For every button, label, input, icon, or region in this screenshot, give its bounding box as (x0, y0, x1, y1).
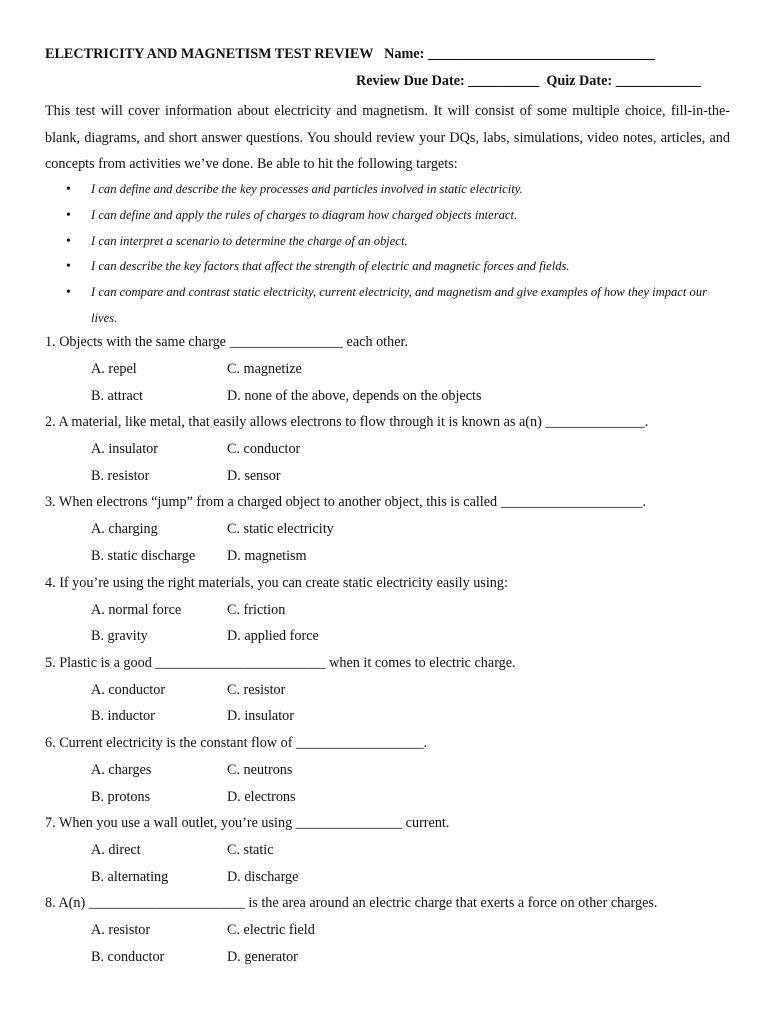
options-row (45, 356, 735, 383)
option-d: D. generator (227, 948, 298, 965)
target-item (45, 177, 725, 203)
option-b: B. static discharge (91, 547, 196, 564)
option-b: B. attract (91, 387, 143, 404)
worksheet-title: ELECTRICITY AND MAGNETISM TEST REVIEW (45, 46, 374, 62)
options-row (45, 463, 735, 490)
options-row (45, 623, 735, 650)
target-item (45, 229, 725, 255)
option-a: A. resistor (91, 922, 151, 939)
question-7 (45, 810, 735, 890)
question-stem: 6. Current electricity is the constant flow of __________________. (45, 734, 428, 751)
option-d: D. discharge (227, 868, 299, 885)
option-b: B. inductor (91, 708, 155, 725)
option-c: C. friction (227, 601, 286, 618)
question-5 (45, 650, 735, 730)
option-d: D. none of the above, depends on the objects (227, 387, 482, 404)
question-stem: 8. A(n) ______________________ is the area around an electric charge that exerts a force on other charges. (45, 895, 658, 912)
bullet-icon: • (66, 285, 71, 301)
option-d: D. electrons (227, 788, 296, 805)
target-text: I can describe the key factors that affect the strength of electric and magnetic forces and fields. (91, 259, 570, 274)
question-stem: 1. Objects with the same charge ________________ each other. (45, 334, 409, 350)
options-row (45, 677, 735, 704)
option-d: D. magnetism (227, 547, 307, 564)
header-line-2 (356, 73, 701, 90)
question-4 (45, 570, 735, 650)
option-b: B. conductor (91, 948, 165, 965)
option-b: B. protons (91, 788, 151, 805)
bullet-icon: • (66, 182, 71, 197)
question-3 (45, 489, 735, 569)
question-stem: 4. If you’re using the right materials, you can create static electricity easily using: (45, 574, 508, 591)
question-2 (45, 409, 735, 489)
question-stem: 7. When you use a wall outlet, you’re using _______________ current. (45, 815, 450, 832)
option-a: A. conductor (91, 681, 166, 698)
bullet-icon: • (66, 259, 71, 275)
option-c: C. electric field (227, 922, 315, 939)
question-stem: 2. A material, like metal, that easily allows electrons to flow through it is known as a(n) ______________. (45, 414, 649, 431)
option-a: A. charges (91, 761, 152, 778)
question-6 (45, 730, 735, 810)
intro-paragraph: This test will cover information about electricity and magnetism. It will consist of some multiple choice, fill-in-the-blank, diagrams, and short answer questions. You should review your DQs, labs, simulations, video notes, articles, and concepts from activities we’ve done. Be able to hit the following targets: (45, 103, 730, 172)
option-c: C. conductor (227, 441, 301, 458)
bullet-icon: • (66, 207, 71, 223)
target-item (45, 254, 725, 280)
target-text: I can define and apply the rules of charges to diagram how charged objects interact. (91, 207, 518, 222)
options-row (45, 864, 735, 891)
question-1 (45, 329, 735, 409)
option-c: C. magnetize (227, 361, 302, 377)
option-c: C. neutrons (227, 761, 293, 778)
option-a: A. repel (91, 361, 137, 377)
review-due-date-label: Review Due Date: __________ (356, 73, 540, 89)
target-text: I can compare and contrast static electricity, current electricity, and magnetism and give examples of how they impact our lives. (91, 285, 708, 325)
option-a: A. normal force (91, 601, 182, 618)
options-row (45, 944, 735, 971)
options-row (45, 436, 735, 463)
options-row (45, 784, 735, 811)
options-row (45, 543, 735, 570)
options-row (45, 917, 735, 944)
option-d: D. sensor (227, 467, 281, 484)
options-row (45, 703, 735, 730)
option-a: A. direct (91, 842, 141, 859)
quiz-date-label: Quiz Date: ____________ (546, 73, 701, 89)
target-text: I can define and describe the key processes and particles involved in static electricity. (91, 182, 523, 196)
target-item (45, 203, 725, 229)
option-c: C. static (227, 842, 274, 859)
option-b: B. resistor (91, 467, 150, 484)
option-b: B. alternating (91, 868, 169, 885)
learning-targets-list (45, 177, 725, 332)
option-d: D. insulator (227, 708, 294, 725)
questions-list (45, 329, 735, 971)
options-row (45, 757, 735, 784)
options-row (45, 383, 735, 410)
header-line-1 (45, 46, 655, 63)
question-8 (45, 890, 735, 970)
question-stem: 5. Plastic is a good ________________________ when it comes to electric charge. (45, 654, 516, 671)
options-row (45, 516, 735, 543)
target-text: I can interpret a scenario to determine the charge of an object. (91, 233, 408, 248)
option-d: D. applied force (227, 628, 319, 645)
option-b: B. gravity (91, 628, 148, 645)
target-item (45, 280, 725, 332)
name-field-label: Name: ________________________________ (384, 46, 655, 62)
option-a: A. insulator (91, 441, 158, 458)
question-stem: 3. When electrons “jump” from a charged object to another object, this is called ____________________. (45, 494, 647, 511)
options-row (45, 597, 735, 624)
options-row (45, 837, 735, 864)
option-a: A. charging (91, 521, 158, 538)
option-c: C. static electricity (227, 521, 334, 538)
bullet-icon: • (66, 233, 71, 249)
option-c: C. resistor (227, 681, 286, 698)
